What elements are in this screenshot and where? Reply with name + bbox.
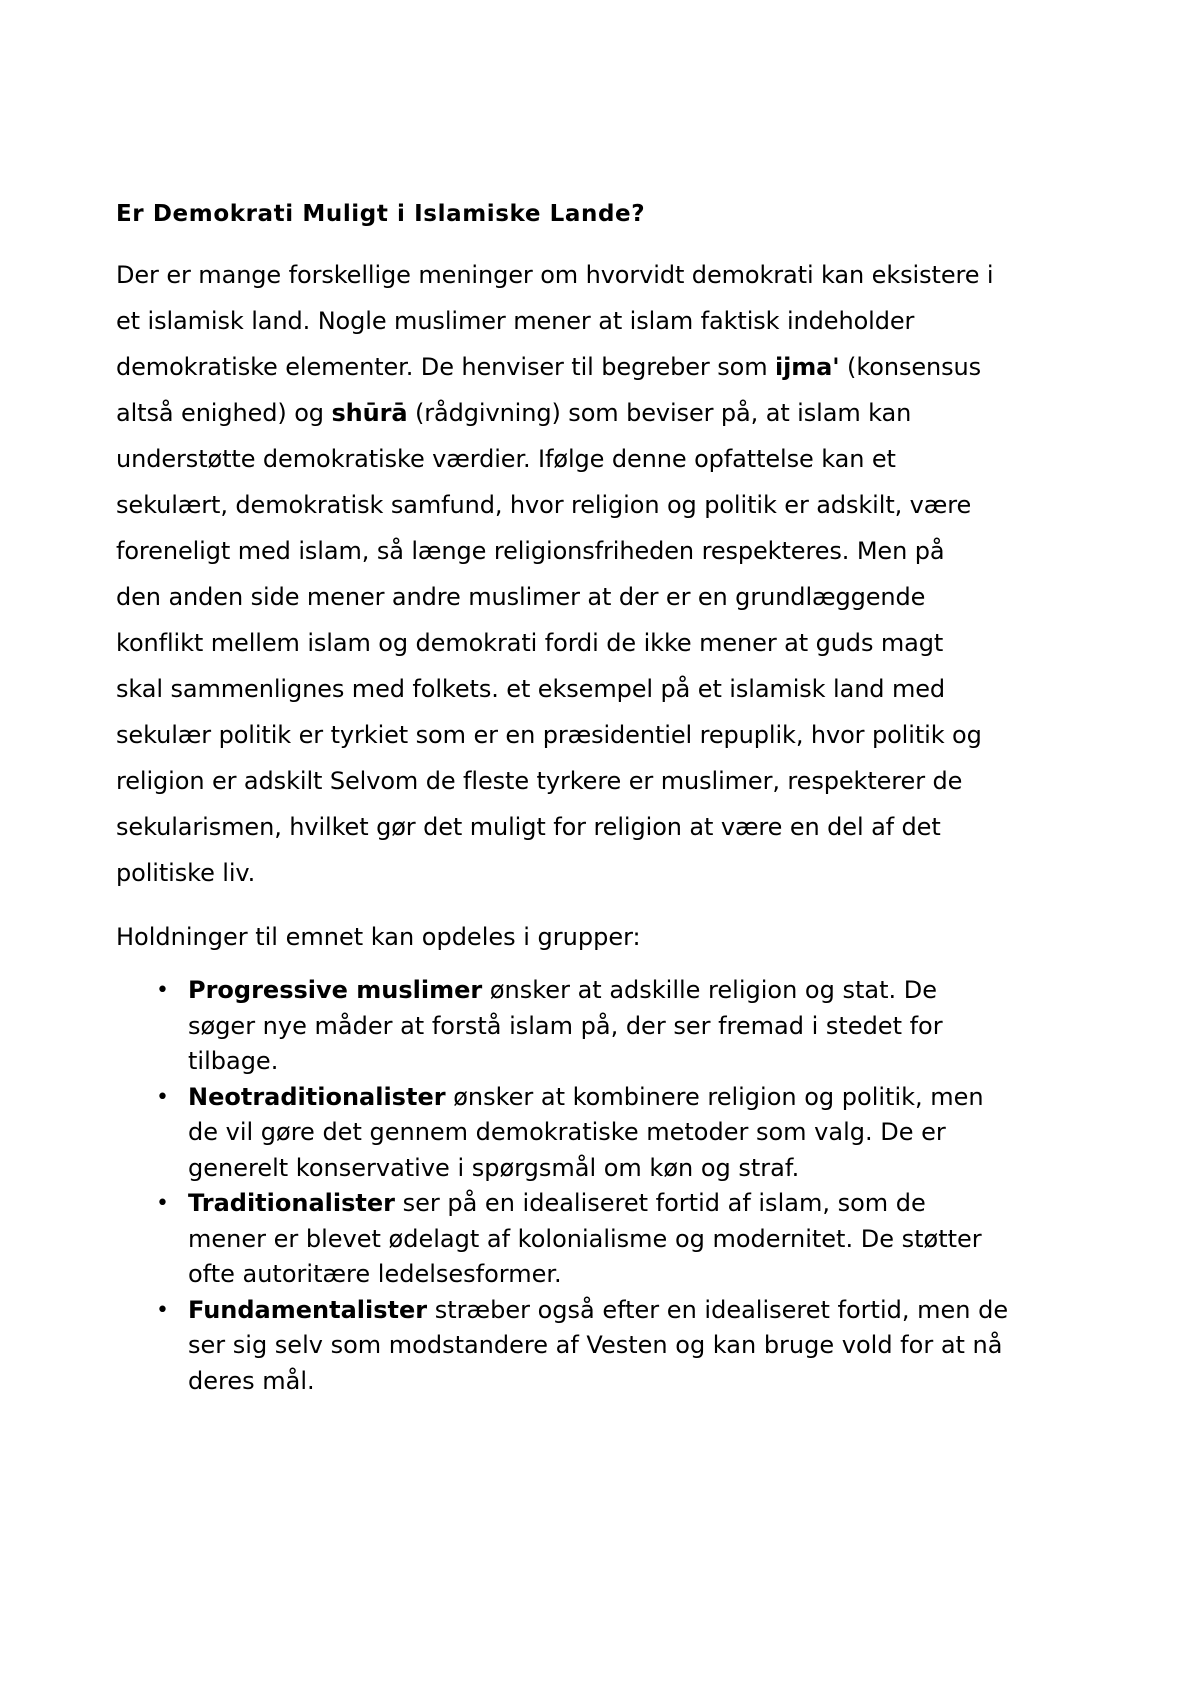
bullet-icon: • bbox=[156, 1084, 169, 1110]
groups-list bbox=[116, 973, 1100, 1399]
paragraph-line: den anden side mener andre muslimer at der er en grundlæggende bbox=[116, 583, 926, 611]
document-page bbox=[116, 196, 1100, 1399]
term-ijma: ijma' bbox=[775, 353, 840, 381]
paragraph-line: sekularismen, hvilket gør det muligt for religion at være en del af det bbox=[116, 813, 941, 841]
paragraph-line: Der er mange forskellige meninger om hvorvidt demokrati kan eksistere i bbox=[116, 261, 994, 289]
paragraph-line: understøtte demokratiske værdier. Ifølge denne opfattelse kan et bbox=[116, 445, 896, 473]
term-shura: shūrā bbox=[331, 399, 408, 427]
group-term: Traditionalister bbox=[188, 1189, 395, 1217]
bullet-icon: • bbox=[156, 1297, 169, 1323]
paragraph-line: sekulær politik er tyrkiet som er en præsidentiel repuplik, hvor politik og bbox=[116, 721, 982, 749]
paragraph-line: altså enighed) og shūrā (rådgivning) som beviser på, at islam kan bbox=[116, 399, 912, 427]
groups-intro: Holdninger til emnet kan opdeles i grupper: bbox=[116, 923, 641, 951]
paragraph-line: politiske liv. bbox=[116, 859, 256, 887]
paragraph-line: foreneligt med islam, så længe religionsfriheden respekteres. Men på bbox=[116, 537, 945, 565]
list-item: • Fundamentalister stræber også efter en idealiseret fortid, men de ser sig selv som modstandere af Vesten og kan bruge vold for at nå deres mål. bbox=[116, 1293, 1100, 1400]
paragraph-line: skal sammenlignes med folkets. et eksempel på et islamisk land med bbox=[116, 675, 946, 703]
paragraph-line: religion er adskilt Selvom de fleste tyrkere er muslimer, respekterer de bbox=[116, 767, 963, 795]
bullet-icon: • bbox=[156, 1191, 169, 1216]
bullet-icon: • bbox=[156, 978, 169, 1003]
paragraph-line: demokratiske elementer. De henviser til begreber som ijma' (konsensus bbox=[116, 353, 982, 381]
list-item: • Traditionalister ser på en idealiseret fortid af islam, som de mener er blevet ødelagt af kolonialisme og modernitet. De støtter ofte autoritære ledelsesformer. bbox=[116, 1186, 1100, 1293]
document-title: Er Demokrati Muligt i Islamiske Lande? bbox=[116, 201, 646, 227]
group-term: Fundamentalister bbox=[188, 1295, 428, 1324]
list-item: • Neotraditionalister ønsker at kombinere religion og politik, men de vil gøre det gennem demokratiske metoder som valg. De er generelt konservative i spørgsmål om køn og straf. bbox=[116, 1080, 1100, 1187]
paragraph-line: et islamisk land. Nogle muslimer mener at islam faktisk indeholder bbox=[116, 307, 915, 335]
body-paragraph bbox=[116, 252, 1100, 896]
group-term: Neotraditionalister bbox=[188, 1082, 446, 1111]
paragraph-line: sekulært, demokratisk samfund, hvor religion og politik er adskilt, være bbox=[116, 491, 972, 519]
group-term: Progressive muslimer bbox=[188, 976, 483, 1004]
paragraph-line: konflikt mellem islam og demokrati fordi de ikke mener at guds magt bbox=[116, 629, 944, 657]
list-item: • Progressive muslimer ønsker at adskille religion og stat. De søger nye måder at forstå islam på, der ser fremad i stedet for tilbage. bbox=[116, 973, 1100, 1080]
